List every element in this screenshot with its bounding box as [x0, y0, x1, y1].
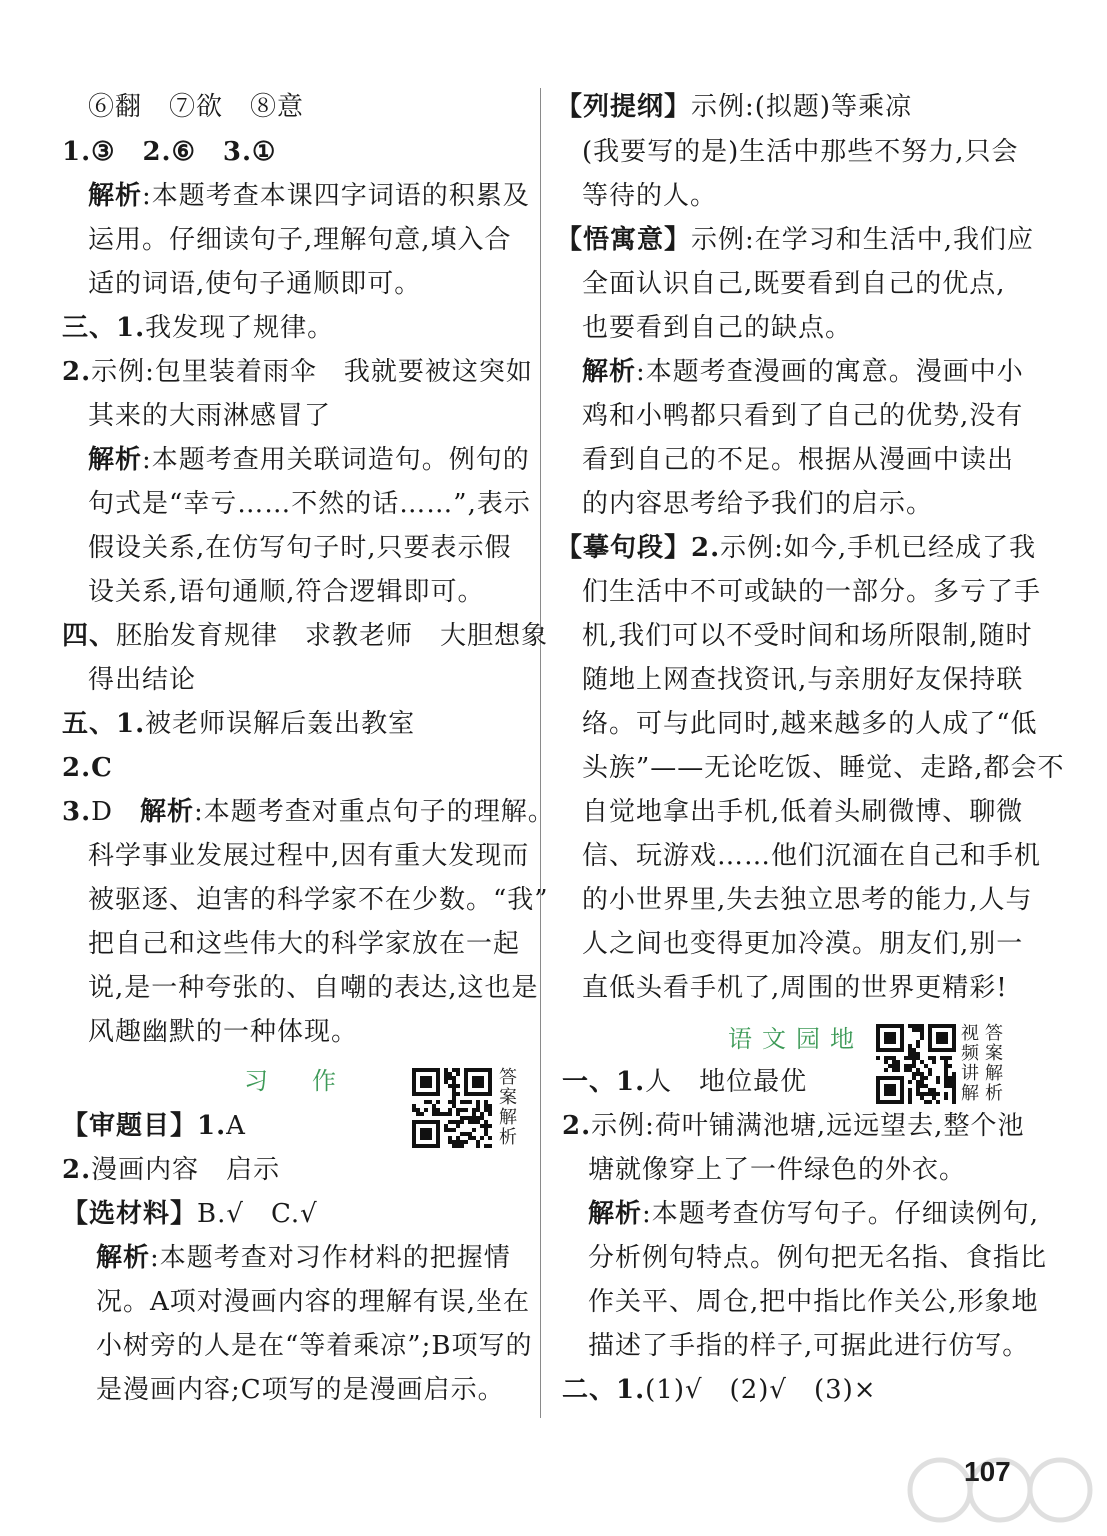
answer-line: 们生活中不可或缺的一部分。多亏了手 — [582, 577, 1042, 607]
answer-line: 【悟寓意】示例:在学习和生活中,我们应 — [556, 225, 1035, 255]
answer-line: 2.C — [62, 753, 113, 783]
column-divider — [540, 88, 541, 1418]
answer-line: 也要看到自己的缺点。 — [582, 313, 853, 343]
analysis-line: 风趣幽默的一种体现。 — [88, 1017, 359, 1047]
section-title: 语文园地 — [728, 1025, 864, 1053]
analysis-line: 运用。仔细读句子,理解句意,填入合 — [88, 225, 512, 255]
analysis-line: 解析:本题考查对习作材料的把握情 — [96, 1243, 511, 1273]
answer-line: 等待的人。 — [582, 181, 718, 211]
answer-line: 五、1.被老师误解后轰出教室 — [62, 709, 416, 739]
qr-label-video: 视频讲解 — [961, 1023, 979, 1104]
analysis-line: 描述了手指的样子,可据此进行仿写。 — [588, 1331, 1030, 1361]
answer-line: (我要写的是)生活中那些不努力,只会 — [582, 137, 1019, 167]
analysis-line: 看到自己的不足。根据从漫画中读出 — [582, 445, 1015, 475]
page-number: 107 — [964, 1456, 1011, 1487]
analysis-line: 分析例句特点。例句把无名指、食指比 — [588, 1243, 1048, 1273]
analysis-line: 说,是一种夸张的、自嘲的表达,这也是 — [88, 973, 539, 1003]
analysis-line: 科学事业发展过程中,因有重大发现而 — [88, 841, 530, 871]
answer-line: 一、1.人 地位最优 — [562, 1067, 808, 1097]
answer-line: 信、玩游戏……他们沉湎在自己和手机 — [582, 841, 1042, 871]
analysis-label: 解析 — [588, 1199, 643, 1229]
analysis-line: 况。A项对漫画内容的理解有误,坐在 — [96, 1287, 531, 1317]
analysis-line: 假设关系,在仿写句子时,只要表示假 — [88, 533, 512, 563]
answer-line: 随地上网查找资讯,与亲朋好友保持联 — [582, 665, 1024, 695]
analysis-line: 作关平、周仓,把中指比作关公,形象地 — [588, 1287, 1039, 1317]
analysis-label: 解析 — [140, 797, 195, 827]
answer-line: 2.漫画内容 启示 — [62, 1155, 281, 1185]
answer-line: 1.③ 2.⑥ 3.① — [62, 137, 277, 167]
answer-line: 头族”——无论吃饭、睡觉、走路,都会不 — [582, 753, 1065, 783]
qr-code-icon — [412, 1068, 492, 1148]
analysis-line: 小树旁的人是在“等着乘凉”;B项写的 — [96, 1331, 533, 1361]
analysis-line: 解析:本题考查仿写句子。仔细读例句, — [588, 1199, 1040, 1229]
answer-line: 2.示例:荷叶铺满池塘,远远望去,整个池 — [562, 1111, 1025, 1141]
analysis-label: 解析 — [96, 1243, 151, 1273]
qr-label: 答案解析 — [499, 1067, 517, 1148]
answer-line: 络。可与此同时,越来越多的人成了“低 — [582, 709, 1038, 739]
answer-line: ⑥翻 ⑦欲 ⑧意 — [88, 92, 305, 122]
answer-line: 【列提纲】示例:(拟题)等乘凉 — [556, 92, 913, 122]
analysis-line: 设关系,语句通顺,符合逻辑即可。 — [88, 577, 485, 607]
answer-line: 2.示例:包里装着雨伞 我就要被这突如 — [62, 357, 533, 387]
analysis-line: 句式是“幸亏……不然的话……”,表示 — [88, 489, 531, 519]
analysis-line: 解析:本题考查本课四字词语的积累及 — [88, 181, 530, 211]
analysis-label: 解析 — [88, 181, 143, 211]
qr-code-icon — [876, 1024, 956, 1104]
analysis-line: 解析:本题考查用关联词造句。例句的 — [88, 445, 530, 475]
answer-line: 【摹句段】2.示例:如今,手机已经成了我 — [556, 533, 1037, 563]
analysis-line: 是漫画内容;C项写的是漫画启示。 — [96, 1375, 505, 1405]
answer-line: 3.D 解析:本题考查对重点句子的理解。 — [62, 797, 555, 827]
section-title: 习作 — [244, 1067, 380, 1095]
analysis-label: 解析 — [582, 357, 637, 387]
answer-line: 直低头看手机了,周围的世界更精彩! — [582, 973, 1008, 1003]
analysis-line: 的内容思考给予我们的启示。 — [582, 489, 934, 519]
answer-line: 二、1.(1)√ (2)√ (3)× — [562, 1375, 877, 1405]
answer-line: 塘就像穿上了一件绿色的外衣。 — [588, 1155, 967, 1185]
answer-line: 其来的大雨淋感冒了 — [88, 401, 332, 431]
analysis-line: 解析:本题考查漫画的寓意。漫画中小 — [582, 357, 1024, 387]
analysis-line: 被驱逐、迫害的科学家不在少数。“我” — [88, 885, 549, 915]
analysis-line: 鸡和小鸭都只看到了自己的优势,没有 — [582, 401, 1024, 431]
analysis-line: 把自己和这些伟大的科学家放在一起 — [88, 929, 521, 959]
answer-line: 【审题目】1.A — [62, 1111, 246, 1141]
answer-line: 三、1.我发现了规律。 — [62, 313, 335, 343]
answer-line: 【选材料】B.√ C.√ — [62, 1199, 318, 1229]
qr-label-answer: 答案解析 — [985, 1023, 1003, 1104]
answer-line: 得出结论 — [88, 665, 197, 695]
answer-line: 四、胚胎发育规律 求教老师 大胆想象 — [62, 621, 549, 651]
watermark-logo-icon — [900, 1450, 1100, 1530]
answer-line: 的小世界里,失去独立思考的能力,人与 — [582, 885, 1033, 915]
answer-line: 人之间也变得更加冷漠。朋友们,别一 — [582, 929, 1024, 959]
analysis-line: 适的词语,使句子通顺即可。 — [88, 269, 422, 299]
analysis-label: 解析 — [88, 445, 143, 475]
answer-line: 自觉地拿出手机,低着头刷微博、聊微 — [582, 797, 1024, 827]
answer-line: 机,我们可以不受时间和场所限制,随时 — [582, 621, 1033, 651]
answer-line: 全面认识自己,既要看到自己的优点, — [582, 269, 1006, 299]
